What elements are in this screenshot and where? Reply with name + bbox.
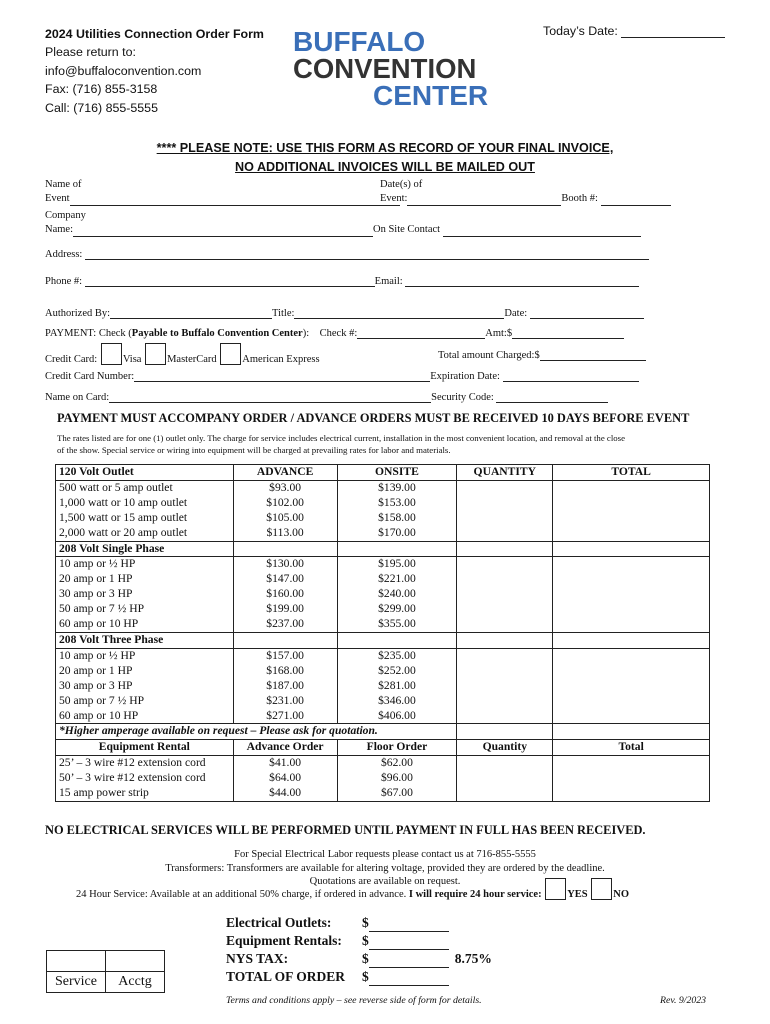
- row-label: 20 amp or 1 HP: [56, 664, 234, 679]
- address-label: Address:: [45, 249, 83, 260]
- row-label: 60 amp or 10 HP: [56, 617, 234, 632]
- total-cell[interactable]: [553, 664, 710, 679]
- event-dates-field[interactable]: [380, 178, 671, 206]
- row-label: 30 amp or 3 HP: [56, 587, 234, 602]
- advance-price: $271.00: [233, 709, 337, 724]
- row-label: 25’ – 3 wire #12 extension cord: [56, 756, 234, 771]
- row-label: 50 amp or 7 ½ HP: [56, 602, 234, 617]
- notice-line-2: NO ADDITIONAL INVOICES WILL BE MAILED OUT: [235, 160, 535, 174]
- quotations-note: Quotations are available on request.: [309, 876, 461, 887]
- amex-checkbox[interactable]: [220, 343, 241, 365]
- amount-label: Amt:$: [485, 328, 513, 339]
- cc-number-row: [45, 370, 639, 382]
- table-row: [56, 771, 710, 786]
- form-title: 2024 Utilities Connection Order Form: [45, 27, 264, 41]
- todays-date-input[interactable]: [621, 26, 725, 38]
- advance-price: $102.00: [233, 496, 337, 511]
- table-row: [56, 694, 710, 709]
- special-labor-note: For Special Electrical Labor requests please contact us at 716-855-5555: [234, 849, 536, 860]
- date-input[interactable]: [530, 307, 644, 319]
- row-label: 30 amp or 3 HP: [56, 679, 234, 694]
- office-use-box: [46, 950, 165, 993]
- section-208v-single: 208 Volt Single Phase: [56, 541, 234, 557]
- total-cell[interactable]: [553, 617, 710, 632]
- check-number-input[interactable]: [357, 327, 485, 339]
- terms-footer: Terms and conditions apply – see reverse side of form for details.: [226, 995, 482, 1006]
- advance-price: $44.00: [233, 786, 337, 801]
- transformers-note: Transformers: Transformers are available for altering voltage, provided they are ordered by the deadline.: [165, 862, 605, 874]
- onsite-price: $235.00: [337, 648, 457, 663]
- cc-number-input[interactable]: [134, 370, 430, 382]
- order-total-input[interactable]: [369, 971, 449, 986]
- advance-price: $147.00: [233, 572, 337, 587]
- quantity-cell[interactable]: [457, 572, 553, 587]
- order-totals: [226, 914, 492, 986]
- todays-date-field[interactable]: [543, 24, 725, 38]
- quantity-cell[interactable]: [457, 709, 553, 724]
- table-row: [56, 572, 710, 587]
- onsite-contact-label: On Site Contact: [373, 224, 441, 235]
- amount-input[interactable]: [512, 327, 624, 339]
- row-label: 20 amp or 1 HP: [56, 572, 234, 587]
- email-input[interactable]: [405, 275, 639, 287]
- payable-to-label: Payable to Buffalo Convention Center: [131, 328, 303, 339]
- total-cell[interactable]: [553, 694, 710, 709]
- total-cell[interactable]: [553, 511, 710, 526]
- expiration-input[interactable]: [503, 370, 639, 382]
- total-cell[interactable]: [553, 557, 710, 572]
- contact-phone: Call: (716) 855-5555: [45, 100, 158, 115]
- table-row: [56, 526, 710, 541]
- advance-price: $157.00: [233, 648, 337, 663]
- dollar-sign: $: [362, 933, 369, 948]
- row-label: 10 amp or ½ HP: [56, 648, 234, 663]
- onsite-price: $158.00: [337, 511, 457, 526]
- order-total-label: TOTAL OF ORDER: [226, 969, 346, 984]
- onsite-price: $252.00: [337, 664, 457, 679]
- buffalo-convention-center-logo: [293, 28, 499, 109]
- return-to-label: Please return to:: [45, 45, 136, 60]
- mastercard-checkbox[interactable]: [145, 343, 166, 365]
- table-row: [56, 617, 710, 632]
- quantity-cell[interactable]: [457, 664, 553, 679]
- quantity-cell[interactable]: [457, 679, 553, 694]
- authorization-row: [45, 307, 644, 319]
- event-name-label-1: Name of: [45, 179, 82, 190]
- equip-header-quantity: Quantity: [457, 740, 553, 756]
- advance-price: $41.00: [233, 756, 337, 771]
- address-input[interactable]: [85, 248, 649, 260]
- row-label: 500 watt or 5 amp outlet: [56, 480, 234, 495]
- table-row: [56, 756, 710, 771]
- service-24-row: [76, 878, 629, 900]
- mastercard-label: MasterCard: [167, 354, 217, 365]
- row-label: 15 amp power strip: [56, 786, 234, 801]
- quantity-cell[interactable]: [457, 771, 553, 786]
- quantity-cell[interactable]: [457, 480, 553, 495]
- section-208v-three: 208 Volt Three Phase: [56, 632, 234, 648]
- total-cell[interactable]: [553, 771, 710, 786]
- contact-email[interactable]: info@buffaloconvention.com: [45, 63, 202, 78]
- quantity-cell[interactable]: [457, 511, 553, 526]
- booth-input[interactable]: [601, 194, 671, 206]
- quantity-cell[interactable]: [457, 526, 553, 541]
- security-code-label: Security Code:: [431, 392, 494, 403]
- service-label: Service: [47, 972, 106, 993]
- rentals-label: Equipment Rentals:: [226, 933, 342, 948]
- event-name-label-2: Event: [45, 193, 70, 204]
- no-checkbox[interactable]: [591, 878, 612, 900]
- table-row: [56, 786, 710, 801]
- no-label: NO: [613, 889, 630, 900]
- total-cell[interactable]: [553, 526, 710, 541]
- phone-label: Phone #:: [45, 276, 83, 287]
- onsite-price: $195.00: [337, 557, 457, 572]
- onsite-contact-input[interactable]: [443, 225, 641, 237]
- table-row: [56, 679, 710, 694]
- service-24-question: I will require 24 hour service:: [408, 889, 542, 900]
- authorized-by-input[interactable]: [110, 307, 272, 319]
- total-charged-input[interactable]: [540, 349, 646, 361]
- total-cell[interactable]: [553, 496, 710, 511]
- total-cell[interactable]: [553, 786, 710, 801]
- title-input[interactable]: [294, 307, 504, 319]
- quantity-cell[interactable]: [457, 648, 553, 663]
- name-on-card-input[interactable]: [109, 391, 431, 403]
- advance-price: $105.00: [233, 511, 337, 526]
- quantity-cell[interactable]: [457, 756, 553, 771]
- header-total: TOTAL: [553, 465, 710, 481]
- yes-label: YES: [567, 889, 588, 900]
- todays-date-label: Today’s Date:: [543, 24, 618, 38]
- payment-check-label: PAYMENT: Check (: [45, 328, 132, 339]
- contact-fax: Fax: (716) 855-3158: [45, 82, 158, 97]
- advance-price: $231.00: [233, 694, 337, 709]
- rates-note-1: The rates listed are for one (1) outlet only. The charge for service includes electrical current, installation in the most convenient location, and removal at the close: [57, 433, 626, 443]
- quantity-cell[interactable]: [457, 587, 553, 602]
- cc-number-label: Credit Card Number:: [45, 371, 135, 382]
- event-name-input[interactable]: [70, 194, 400, 206]
- row-label: 50’ – 3 wire #12 extension cord: [56, 771, 234, 786]
- header-quantity: QUANTITY: [457, 465, 553, 481]
- total-cell[interactable]: [553, 756, 710, 771]
- onsite-price: $355.00: [337, 617, 457, 632]
- rates-table: [55, 464, 710, 802]
- table-row: [56, 511, 710, 526]
- expiration-label: Expiration Date:: [430, 371, 500, 382]
- rentals-total-input[interactable]: [369, 935, 449, 950]
- revision-footer: Rev. 9/2023: [660, 995, 707, 1006]
- check-number-label: Check #:: [319, 328, 358, 339]
- onsite-price: $240.00: [337, 587, 457, 602]
- advance-price: $93.00: [233, 480, 337, 495]
- notice-line-1: **** PLEASE NOTE: USE THIS FORM AS RECORD OF YOUR FINAL INVOICE,: [156, 141, 614, 155]
- quantity-cell[interactable]: [457, 602, 553, 617]
- payment-check-suffix: ):: [302, 328, 310, 339]
- total-charged-field[interactable]: [438, 349, 646, 361]
- row-label: 2,000 watt or 20 amp outlet: [56, 526, 234, 541]
- total-cell[interactable]: [553, 709, 710, 724]
- visa-label: Visa: [122, 354, 142, 365]
- event-dates-label-1: Date(s) of: [380, 179, 423, 190]
- amex-label: American Express: [242, 354, 320, 365]
- phone-email-row: [45, 275, 639, 287]
- total-cell[interactable]: [553, 587, 710, 602]
- event-name-field[interactable]: [45, 178, 400, 206]
- total-charged-label: Total amount Charged:$: [438, 350, 540, 361]
- title-label: Title:: [272, 308, 295, 319]
- table-row: [56, 557, 710, 572]
- visa-checkbox[interactable]: [101, 343, 122, 365]
- floor-price: $62.00: [337, 756, 457, 771]
- dollar-sign: $: [362, 915, 369, 930]
- logo-line-3: CENTER: [373, 80, 489, 111]
- onsite-price: $346.00: [337, 694, 457, 709]
- booth-label: Booth #:: [561, 193, 598, 204]
- yes-checkbox[interactable]: [545, 878, 566, 900]
- logo-line-1: BUFFALO: [293, 26, 426, 57]
- authorized-by-label: Authorized By:: [45, 308, 111, 319]
- company-input[interactable]: [73, 225, 373, 237]
- email-label: Email:: [374, 276, 403, 287]
- quantity-cell[interactable]: [457, 557, 553, 572]
- company-label-2: Name:: [45, 224, 73, 235]
- security-code-input[interactable]: [496, 391, 608, 403]
- equip-header-label: Equipment Rental: [56, 740, 234, 756]
- company-label-1: Company: [45, 210, 86, 221]
- higher-amperage-note: *Higher amperage available on request – Please ask for quotation.: [56, 724, 457, 740]
- advance-price: $64.00: [233, 771, 337, 786]
- advance-price: $130.00: [233, 557, 337, 572]
- advance-price: $160.00: [233, 587, 337, 602]
- table-row: [56, 664, 710, 679]
- service-24-text: 24 Hour Service: Available at an additional 50% charge, if ordered in advance.: [76, 889, 409, 900]
- total-cell[interactable]: [553, 679, 710, 694]
- tax-rate: 8.75%: [454, 951, 492, 966]
- table-row: [56, 648, 710, 663]
- table-row: [56, 496, 710, 511]
- floor-price: $96.00: [337, 771, 457, 786]
- date-label: Date:: [504, 308, 528, 319]
- equip-header-total: Total: [553, 740, 710, 756]
- total-cell[interactable]: [553, 602, 710, 617]
- name-on-card-label: Name on Card:: [45, 392, 110, 403]
- dollar-sign: $: [362, 951, 369, 966]
- tax-total-input[interactable]: [369, 953, 449, 968]
- quantity-cell[interactable]: [457, 617, 553, 632]
- quantity-cell[interactable]: [457, 786, 553, 801]
- total-cell[interactable]: [553, 480, 710, 495]
- header-onsite: ONSITE: [337, 465, 457, 481]
- tax-label: NYS TAX:: [226, 951, 289, 966]
- payment-row: [45, 327, 624, 339]
- company-field[interactable]: [45, 209, 641, 237]
- event-dates-input[interactable]: [407, 194, 561, 206]
- onsite-price: $221.00: [337, 572, 457, 587]
- onsite-price: $299.00: [337, 602, 457, 617]
- outlets-total-input[interactable]: [369, 917, 449, 932]
- section-120v: 120 Volt Outlet: [56, 465, 234, 481]
- advance-price: $199.00: [233, 602, 337, 617]
- total-cell[interactable]: [553, 648, 710, 663]
- row-label: 1,500 watt or 15 amp outlet: [56, 511, 234, 526]
- onsite-price: $153.00: [337, 496, 457, 511]
- quantity-cell[interactable]: [457, 694, 553, 709]
- accounting-label: Acctg: [106, 972, 165, 993]
- quantity-cell[interactable]: [457, 496, 553, 511]
- address-field[interactable]: [45, 248, 649, 260]
- equip-header-floor: Floor Order: [337, 740, 457, 756]
- advance-price: $168.00: [233, 664, 337, 679]
- credit-card-row: [45, 343, 320, 365]
- advance-price: $237.00: [233, 617, 337, 632]
- onsite-price: $139.00: [337, 480, 457, 495]
- onsite-price: $281.00: [337, 679, 457, 694]
- name-on-card-row: [45, 391, 608, 403]
- phone-input[interactable]: [85, 275, 375, 287]
- row-label: 60 amp or 10 HP: [56, 709, 234, 724]
- event-dates-label-2: Event:: [380, 193, 408, 204]
- row-label: 10 amp or ½ HP: [56, 557, 234, 572]
- credit-card-label: Credit Card:: [45, 354, 98, 365]
- dollar-sign: $: [362, 969, 369, 984]
- table-row: [56, 709, 710, 724]
- row-label: 1,000 watt or 10 amp outlet: [56, 496, 234, 511]
- no-service-notice: NO ELECTRICAL SERVICES WILL BE PERFORMED UNTIL PAYMENT IN FULL HAS BEEN RECEIVED.: [45, 823, 646, 837]
- equip-header-advance: Advance Order: [233, 740, 337, 756]
- table-row: [56, 480, 710, 495]
- onsite-price: $170.00: [337, 526, 457, 541]
- payment-deadline-notice: PAYMENT MUST ACCOMPANY ORDER / ADVANCE ORDERS MUST BE RECEIVED 10 DAYS BEFORE EVENT: [57, 411, 690, 425]
- total-cell[interactable]: [553, 572, 710, 587]
- advance-price: $113.00: [233, 526, 337, 541]
- rates-note-2: of the show. Special service or wiring into equipment will be charged at prevailing rates for labor and materials.: [57, 445, 451, 455]
- table-row: [56, 602, 710, 617]
- table-row: [56, 587, 710, 602]
- logo-line-2: CONVENTION: [293, 53, 477, 84]
- row-label: 50 amp or 7 ½ HP: [56, 694, 234, 709]
- advance-price: $187.00: [233, 679, 337, 694]
- onsite-price: $406.00: [337, 709, 457, 724]
- floor-price: $67.00: [337, 786, 457, 801]
- header-advance: ADVANCE: [233, 465, 337, 481]
- outlets-label: Electrical Outlets:: [226, 915, 332, 930]
